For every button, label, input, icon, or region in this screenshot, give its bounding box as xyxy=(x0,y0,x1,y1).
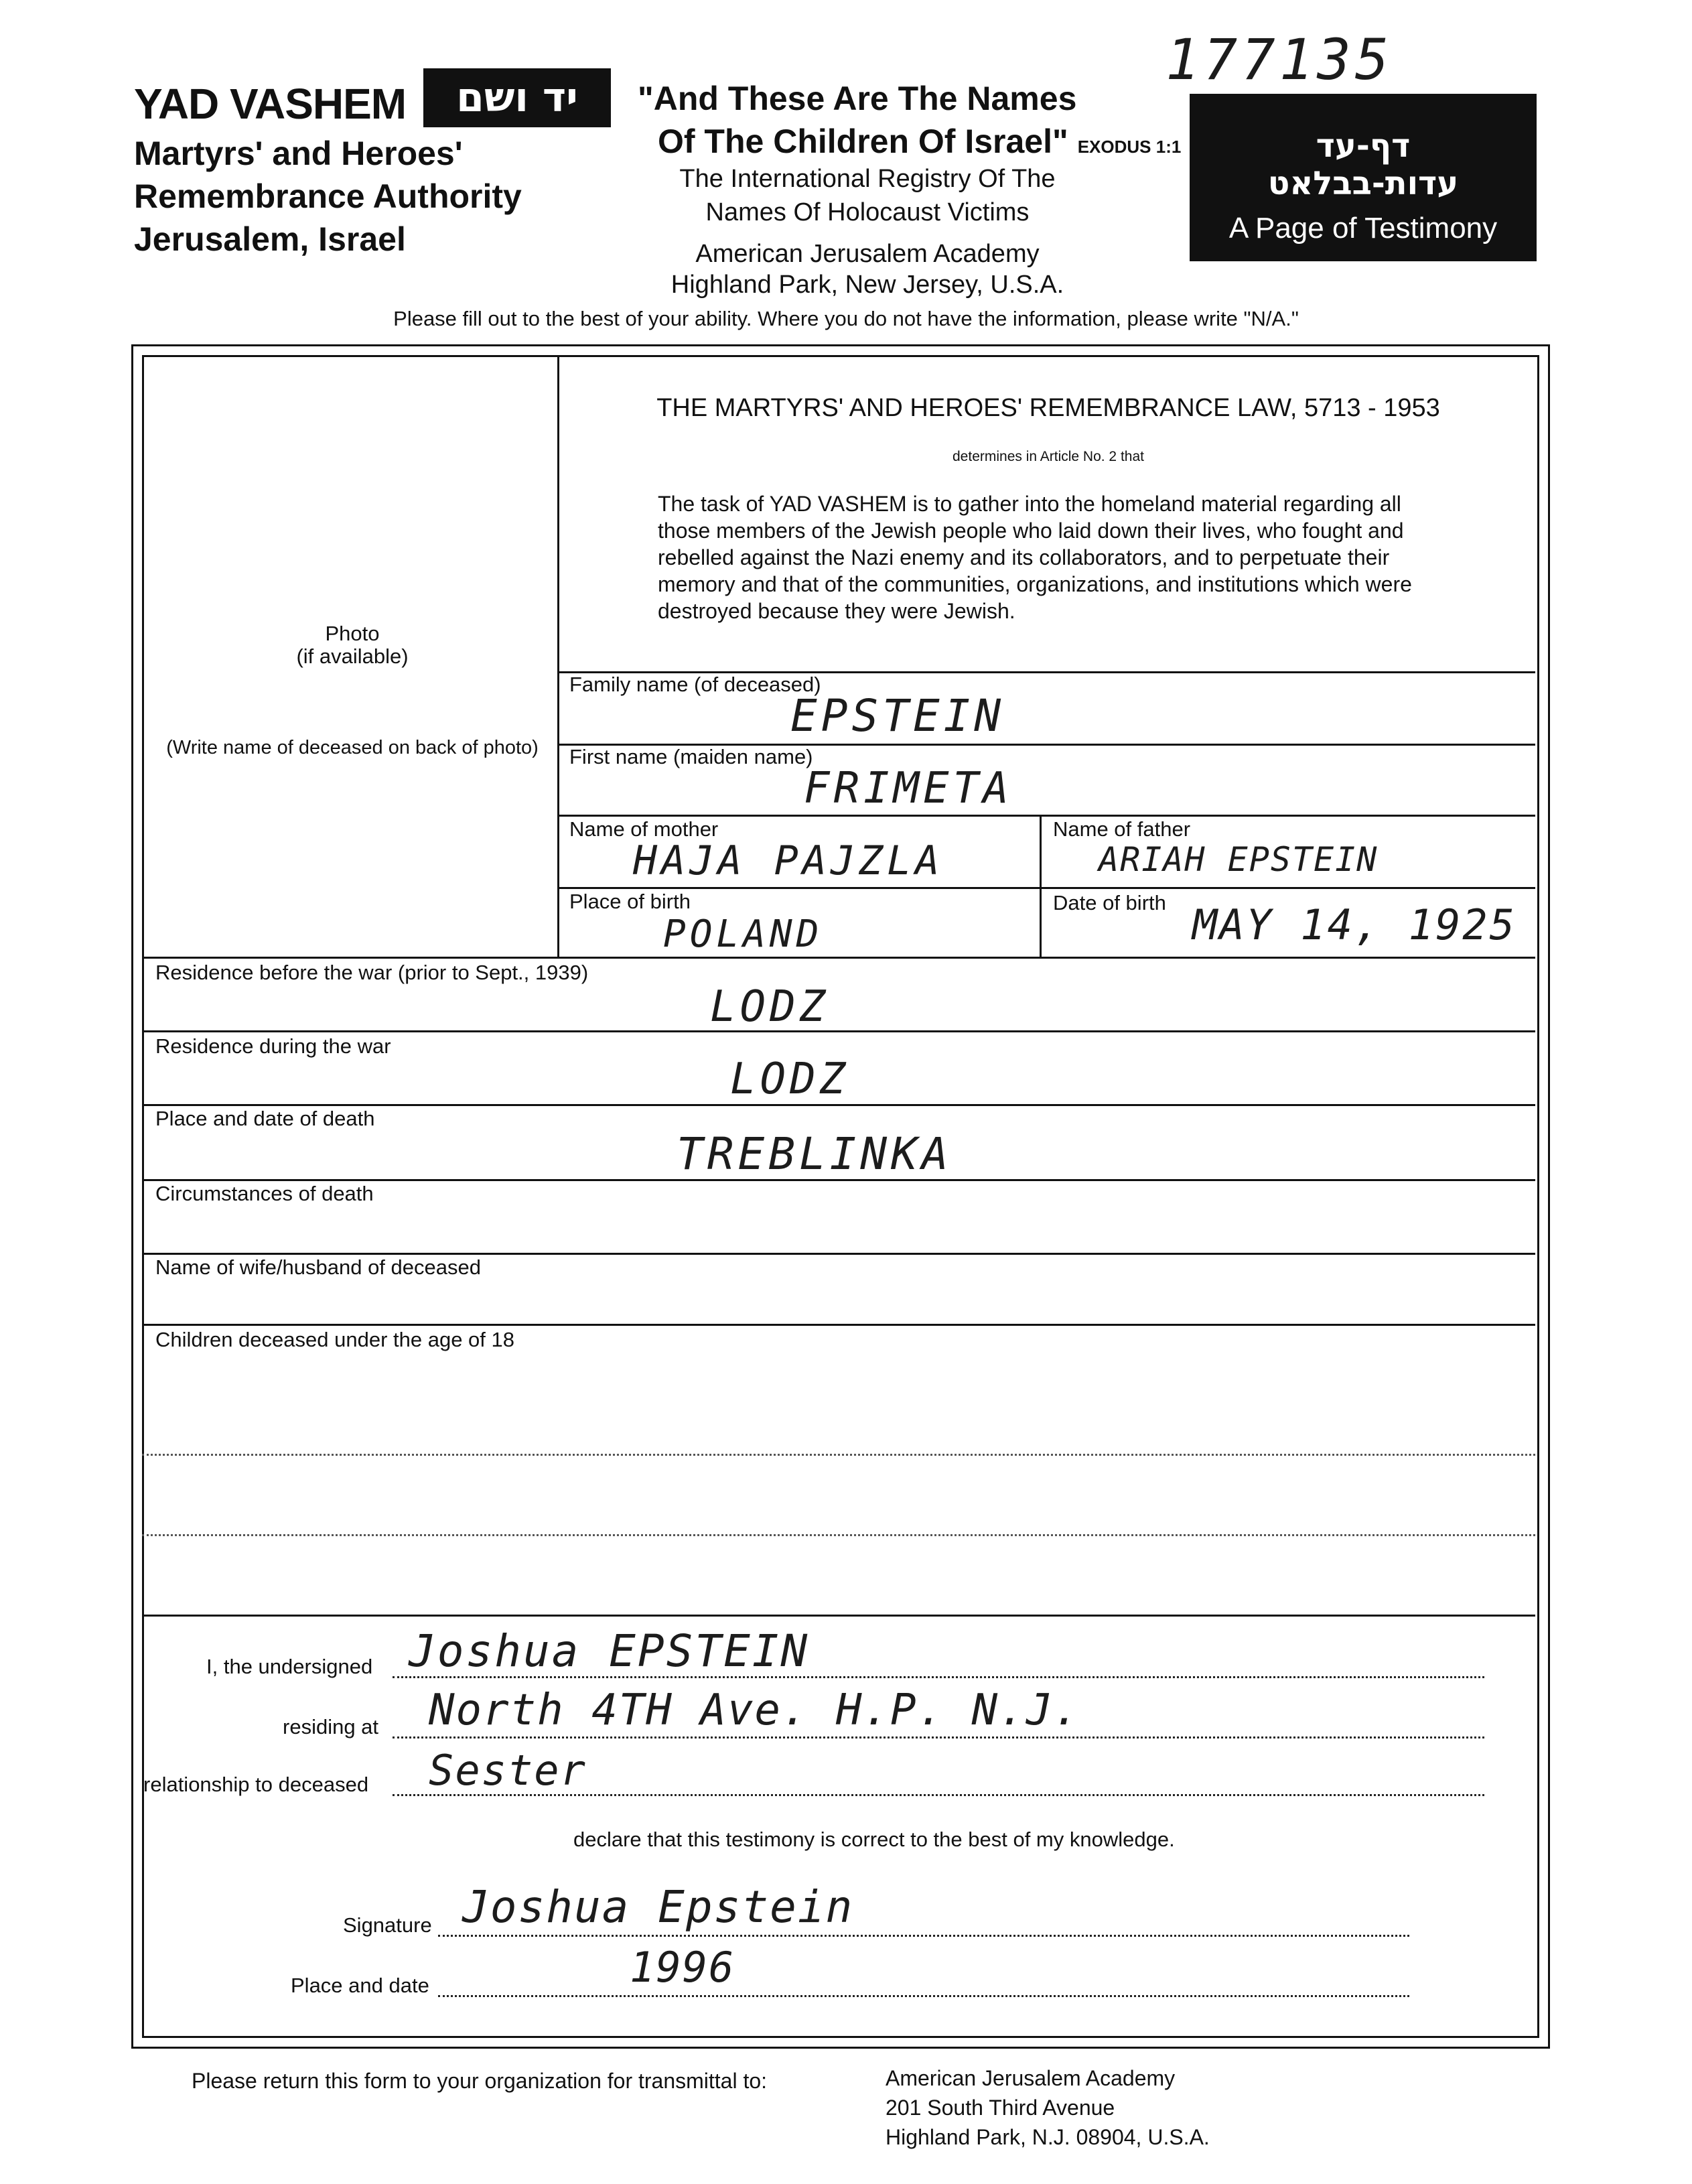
law-text: The task of YAD VASHEM is to gather into the homeland material regarding all those members of the Jewish people who laid down their lives, who fought and rebelled against the Nazi enemy and its collaborators, and to perpetuate their memory and that of the communities, organizations, and institutions which were destroyed because they were Jewish. xyxy=(658,492,1412,623)
law-subtitle: determines in Article No. 2 that xyxy=(953,449,1144,464)
residence-before-label: Residence before the war (prior to Sept., 1939) xyxy=(155,961,589,984)
quote-line2-text: Of The Children Of Israel" xyxy=(658,123,1068,160)
testimony-hebrew-line1: דף-עד xyxy=(1316,127,1411,165)
page-of-testimony-badge xyxy=(1190,94,1537,261)
spouse-label: Name of wife/husband of deceased xyxy=(155,1255,481,1279)
undersigned-value: Joshua EPSTEIN xyxy=(409,1625,810,1677)
mother-value: HAJA PAJZLA xyxy=(633,837,944,884)
row-divider xyxy=(557,887,1535,889)
residence-during-value: LODZ xyxy=(730,1054,850,1104)
undersigned-label: I, the undersigned xyxy=(206,1655,373,1678)
quote-reference: EXODUS 1:1 xyxy=(1077,137,1182,157)
quote-line1: "And These Are The Names xyxy=(638,80,1077,117)
row-divider xyxy=(142,1324,1535,1326)
parents-divider xyxy=(1040,815,1042,958)
first-name-value: FRIMETA xyxy=(804,764,1013,813)
place-of-birth-value: POLAND xyxy=(663,912,823,956)
row-divider xyxy=(142,1104,1535,1106)
signature-value: Joshua Epstein xyxy=(462,1881,854,1933)
circumstances-label: Circumstances of death xyxy=(155,1182,374,1205)
children-dotted-line xyxy=(142,1454,1535,1456)
photo-label-sub: (if available) xyxy=(296,644,409,668)
return-address-line3: Highland Park, N.J. 08904, U.S.A. xyxy=(886,2125,1210,2149)
children-label: Children deceased under the age of 18 xyxy=(155,1328,515,1351)
declaration-statement: declare that this testimony is correct to the best of my knowledge. xyxy=(573,1828,1175,1851)
instructions: Please fill out to the best of your ability. Where you do not have the information, please write "N/A." xyxy=(393,307,1299,330)
family-name-label: Family name (of deceased) xyxy=(569,673,821,696)
org-subtitle-line3: Jerusalem, Israel xyxy=(134,220,406,258)
row-divider xyxy=(557,815,1535,817)
row-divider xyxy=(142,1615,1535,1617)
org-name: YAD VASHEM xyxy=(134,80,407,128)
residing-dotted-line xyxy=(393,1736,1484,1738)
return-instructions: Please return this form to your organization for transmittal to: xyxy=(192,2069,768,2093)
family-name-value: EPSTEIN xyxy=(790,690,1005,742)
first-name-label: First name (maiden name) xyxy=(569,745,813,768)
death-place-date-label: Place and date of death xyxy=(155,1107,375,1130)
testimony-english: A Page of Testimony xyxy=(1228,212,1498,245)
children-dotted-line xyxy=(142,1534,1535,1536)
place-of-birth-label: Place of birth xyxy=(569,890,691,913)
row-divider xyxy=(142,1030,1535,1032)
row-divider xyxy=(142,957,1535,959)
org-subtitle-line2: Remembrance Authority xyxy=(134,178,522,215)
academy-line2: Highland Park, New Jersey, U.S.A. xyxy=(671,271,1064,299)
return-address-line2: 201 South Third Avenue xyxy=(886,2096,1115,2120)
residence-before-value: LODZ xyxy=(710,982,830,1032)
quote-line2 xyxy=(658,122,1181,161)
org-subtitle-line1: Martyrs' and Heroes' xyxy=(134,135,463,172)
residence-during-label: Residence during the war xyxy=(155,1034,391,1058)
death-place-date-value: TREBLINKA xyxy=(677,1128,953,1180)
residing-label: residing at xyxy=(283,1715,379,1738)
signature-label: Signature xyxy=(343,1913,432,1937)
place-date-dotted-line xyxy=(438,1995,1409,1997)
place-date-label: Place and date xyxy=(291,1974,429,1997)
registry-line2: Names Of Holocaust Victims xyxy=(705,198,1030,226)
father-value: ARIAH EPSTEIN xyxy=(1099,840,1379,879)
residing-value: North 4TH Ave. H.P. N.J. xyxy=(429,1686,1080,1735)
date-of-birth-label: Date of birth xyxy=(1053,891,1166,914)
mother-label: Name of mother xyxy=(569,817,719,841)
reference-number: 177135 xyxy=(1166,27,1393,92)
photo-note: (Write name of deceased on back of photo) xyxy=(166,737,539,758)
registry-line1: The International Registry Of The xyxy=(679,165,1056,193)
row-divider xyxy=(142,1253,1535,1255)
yad-vashem-logo: יד ושם xyxy=(423,68,611,127)
place-date-value: 1996 xyxy=(630,1943,735,1992)
photo-label: Photo xyxy=(325,622,380,645)
law-title: THE MARTYRS' AND HEROES' REMEMBRANCE LAW, 5713 - 1953 xyxy=(656,394,1440,422)
relationship-value: Sester xyxy=(429,1746,587,1795)
signature-dotted-line xyxy=(438,1935,1409,1937)
relationship-label: relationship to deceased xyxy=(143,1773,369,1796)
return-address-line1: American Jerusalem Academy xyxy=(886,2066,1176,2090)
father-label: Name of father xyxy=(1053,817,1191,841)
academy-line1: American Jerusalem Academy xyxy=(695,240,1040,268)
date-of-birth-value: MAY 14, 1925 xyxy=(1192,900,1517,949)
testimony-hebrew-line2: עדות-בבלאט xyxy=(1267,165,1459,202)
